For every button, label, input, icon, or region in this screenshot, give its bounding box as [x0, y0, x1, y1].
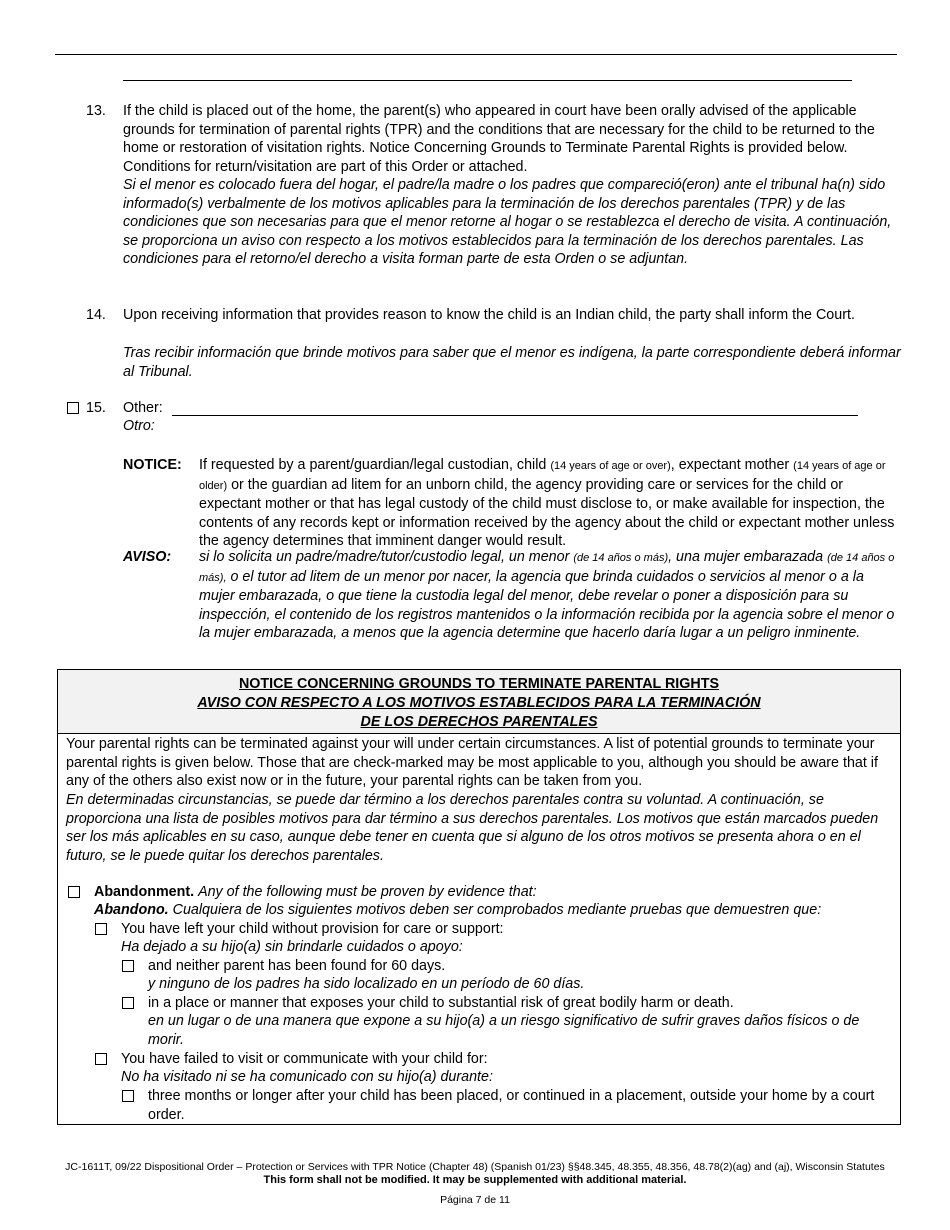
aviso-age-note-child: (de 14 años o más) [573, 552, 669, 564]
notice-age-note-mother: (14 years of age or older) [199, 460, 886, 492]
item-14-text-es: Tras recibir información que brinde motivos para saber que el menor es indígena, la parte correspondiente deberá informar al Tribunal. [123, 345, 901, 380]
left-without-care-checkbox[interactable] [95, 923, 107, 935]
footer-form-id: JC-1611T, 09/22 Dispositional Order – Protection or Services with TPR Notice (Chapter 48) (Spanish 01/23) §§48.345, 48.355, 48.356, 48.78(2)(ag) and (aj), Wisconsin Statutes [65, 1161, 885, 1173]
aviso-text-es [199, 548, 899, 643]
tpr-intro-en: Your parental rights can be terminated against your will under certain circumstances. A list of potential grounds to terminate your parental rights is given below. Those that are check-marked may be most applicable to you, although you should be aware that if any of the others also exist now or in the future, your parental rights can be taken from you. [66, 736, 878, 789]
aviso-text-part-a: si lo solicita un padre/madre/tutor/custodio legal, un menor [199, 549, 570, 565]
tpr-title-es-line1: AVISO CON RESPECTO A LOS MOTIVOS ESTABLECIDOS PARA LA TERMINACIÓN [197, 695, 761, 711]
aviso-text-part-c: o el tutor ad litem de un menor por nacer, la agencia que brinda cuidados o servicios al menor o a la mujer embarazada, o que tiene la custodia legal del menor, debe revelar o poner a disposición para su inspección, el contenido de los registros mantenidos o la información recibida por la agencia sobre el menor o la mujer embarazada, a menos que la agencia determine que hacerlo daría lugar a un peligro inminente. [199, 568, 895, 641]
three-months-checkbox[interactable] [122, 1090, 134, 1102]
item-15-checkbox[interactable] [67, 402, 79, 414]
item-13-text-en: If the child is placed out of the home, the parent(s) who appeared in court have been orally advised of the applicable grounds for termination of parental rights (TPR) and the conditions that are necessary for the child to be returned to the home or restoration of visitation rights. Notice Concerning Grounds to Terminate Parental Rights is provided below. Conditions for return/visitation are part of this Order or attached. [123, 103, 875, 175]
other-label: Other: [123, 400, 163, 416]
risk-of-harm-en: in a place or manner that exposes your child to substantial risk of great bodily harm or death. [148, 995, 734, 1011]
aviso-label: AVISO: [123, 549, 172, 565]
not-found-60-days-es: y ninguno de los padres ha sido localizado en un período de 60 días. [148, 976, 585, 992]
notice-label: NOTICE: [123, 457, 182, 473]
tpr-notice-header [58, 670, 900, 734]
failed-to-visit-en: You have failed to visit or communicate with your child for: [121, 1051, 488, 1067]
risk-of-harm-checkbox[interactable] [122, 997, 134, 1009]
tpr-title-es-line2: DE LOS DERECHOS PARENTALES [360, 714, 598, 730]
failed-to-visit-checkbox[interactable] [95, 1053, 107, 1065]
left-without-care-en: You have left your child without provision for care or support: [121, 921, 504, 937]
item-14-number: 14. [86, 307, 106, 323]
otro-label: Otro: [123, 418, 155, 434]
notice-age-note-child: (14 years of age or over) [550, 460, 671, 472]
abandonment-line-en [94, 883, 894, 902]
notice-text-part-b: , expectant mother [670, 457, 790, 473]
other-input-line[interactable] [172, 415, 858, 416]
tpr-notice-box [57, 669, 901, 1125]
aviso-text-part-b: , una mujer embarazada [668, 549, 824, 565]
left-without-care-es: Ha dejado a su hijo(a) sin brindarle cuidados o apoyo: [121, 939, 463, 955]
tpr-intro-es: En determinadas circunstancias, se puede dar término a los derechos parentales contra su voluntad. A continuación, se proporciona una lista de posibles motivos para dar término a sus derechos parentales. Los motivos que están marcados pueden ser los más aplicables en su caso, aunque debe tener en cuenta que si alguno de los otros motivos se presenta ahora o en el futuro, se le puede quitar los derechos parentales. [66, 792, 879, 864]
not-found-60-days-en: and neither parent has been found for 60 days. [148, 958, 446, 974]
not-found-60-days-checkbox[interactable] [122, 960, 134, 972]
abandono-title: Abandono. [94, 902, 169, 918]
notice-text-part-a: If requested by a parent/guardian/legal custodian, child [199, 457, 547, 473]
abandonment-title: Abandonment. [94, 884, 195, 900]
page-number: Página 7 de 11 [440, 1194, 510, 1206]
item-15-number: 15. [86, 400, 106, 416]
abandonment-line-es [94, 901, 894, 920]
failed-to-visit-es: No ha visitado ni se ha comunicado con su hijo(a) durante: [121, 1069, 493, 1085]
notice-text-en [199, 456, 899, 551]
abandonment-checkbox[interactable] [68, 886, 80, 898]
item-14-text-en: Upon receiving information that provides reason to know the child is an Indian child, the party shall inform the Court. [123, 307, 855, 323]
aviso-age-note-mother: (de 14 años o más), [199, 552, 895, 584]
footer-warning: This form shall not be modified. It may be supplemented with additional material. [263, 1174, 687, 1186]
item-13-text-es: Si el menor es colocado fuera del hogar, el padre/la madre o los padres que compareció(eron) ante el tribunal ha(n) sido informado(s) verbalmente de los motivos aplicables para la terminación de los derechos parentales (TPR) y de las condiciones que son necesarias para que el menor retorne al hogar o se restablezca el derecho de visita. A continuación, se proporciona un aviso con respecto a los motivos establecidos para la terminación de los derechos parentales. Las condiciones para el retorno/el derecho a visita forman parte de esta Orden o se adjuntan. [123, 177, 892, 267]
item-13-number: 13. [86, 103, 106, 119]
header-blank-line [123, 80, 852, 81]
notice-text-part-c: or the guardian ad litem for an unborn child, the agency providing care or services for the child or expectant mother or that has legal custody of the child must disclose to, or make available for inspection, the contents of any records kept or information received by the agency about the child or expectant mother unless the agency determines that imminent danger would result. [199, 476, 895, 549]
three-months-en: three months or longer after your child has been placed, or continued in a placement, outside your home by a court order. [148, 1088, 875, 1123]
top-border-rule [55, 54, 897, 55]
abandonment-text: Any of the following must be proven by evidence that: [198, 884, 537, 900]
abandono-text: Cualquiera de los siguientes motivos deben ser comprobados mediante pruebas que demuestren que: [172, 902, 822, 918]
risk-of-harm-es: en un lugar o de una manera que expone a su hijo(a) a un riesgo significativo de sufrir graves daños físicos o de morir. [148, 1013, 860, 1048]
tpr-title-en: NOTICE CONCERNING GROUNDS TO TERMINATE PARENTAL RIGHTS [238, 676, 719, 692]
